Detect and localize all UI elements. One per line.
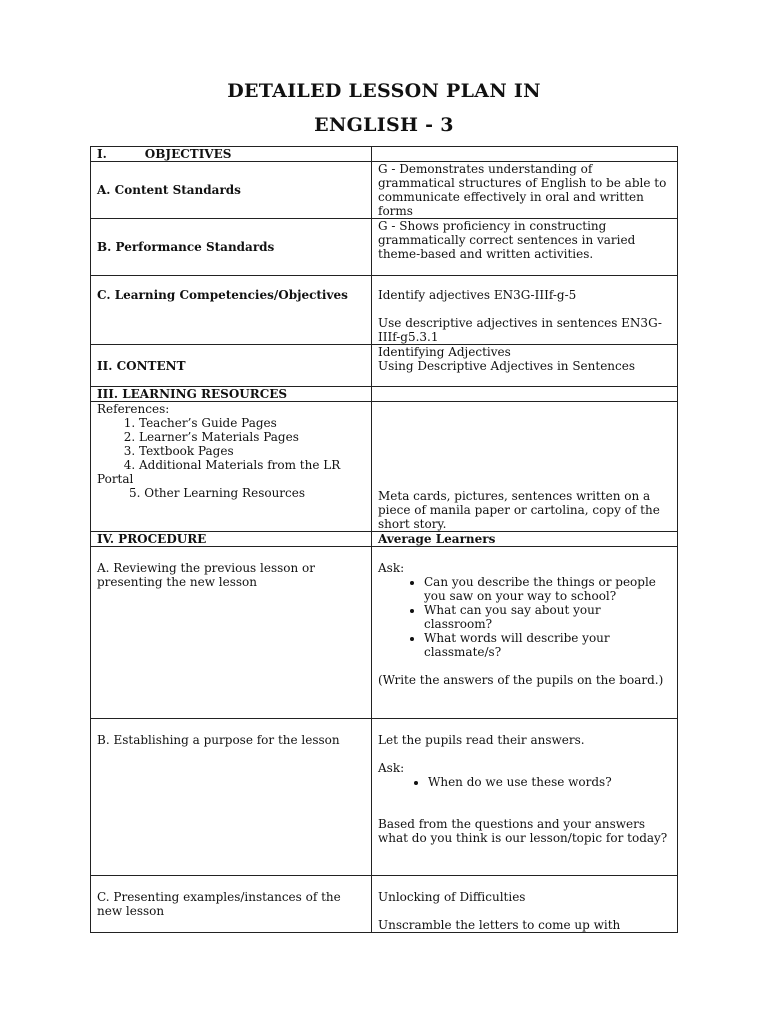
list-item: 4. Additional Materials from the LR [139,458,365,472]
section-label: OBJECTIVES [144,147,232,161]
procedure-a-label: A. Reviewing the previous lesson or presenting the new lesson [91,547,372,719]
table-row [91,276,678,345]
content-label: II. CONTENT [91,345,372,387]
content-line: Identifying Adjectives [378,345,511,359]
table-row [91,719,678,876]
content-line: Unscramble the letters to come up with [378,918,621,932]
section-number: I. [97,147,107,161]
objectives-heading [91,147,372,162]
table-row [91,532,678,547]
content-standards-label: A. Content Standards [91,162,372,219]
procedure-label: IV. PROCEDURE [91,532,372,547]
content-text [372,345,678,387]
document-subtitle: ENGLISH - 3 [314,114,454,136]
ask-label: Ask: [378,761,405,775]
procedure-b-label: B. Establishing a purpose for the lesson [91,719,372,876]
list-item: • When do we use these words? [428,775,671,789]
list-item: 1. Teacher’s Guide Pages [139,416,365,430]
lesson-plan-table [90,146,678,933]
competencies-label: C. Learning Competencies/Objectives [91,276,372,345]
content-standards-text: G - Demonstrates understanding of grammatical structures of English to be able to communicate effectively in oral and written forms [372,162,678,219]
references-label: References: [97,402,170,416]
intro-text: Let the pupils read their answers. [378,733,585,747]
ask-label: Ask: [378,561,405,575]
other-resources-label: 5. Other Learning Resources [129,486,306,500]
document-title: DETAILED LESSON PLAN IN [227,80,541,102]
portal-text: Portal [97,472,134,486]
procedure-a-content [372,547,678,719]
empty-cell [372,147,678,162]
table-row [91,162,678,219]
list-item: • What can you say about your classroom? [424,603,671,631]
competency-item: Use descriptive adjectives in sentences EN3G-IIIf-g5.3.1 [378,316,662,344]
list-item: 3. Textbook Pages [139,444,365,458]
content-line: Unlocking of Difficulties [378,890,526,904]
column-label: Average Learners [372,532,678,547]
table-row [91,387,678,402]
list-item: • Can you describe the things or people you saw on your way to school? [424,575,671,603]
performance-standards-text: G - Shows proficiency in constructing grammatically correct sentences in varied theme-based and written activities. [372,219,678,276]
performance-standards-label: B. Performance Standards [91,219,372,276]
table-row [91,147,678,162]
content-line: Using Descriptive Adjectives in Sentences [378,359,636,373]
resources-label: III. LEARNING RESOURCES [91,387,372,402]
note-text: (Write the answers of the pupils on the board.) [378,673,664,687]
list-item: 2. Learner’s Materials Pages [139,430,365,444]
competencies-text [372,276,678,345]
procedure-c-content [372,876,678,933]
procedure-c-label: C. Presenting examples/instances of the new lesson [91,876,372,933]
competency-item: Identify adjectives EN3G-IIIf-g-5 [378,288,577,302]
procedure-b-content [372,719,678,876]
table-row [91,219,678,276]
table-row [91,876,678,933]
references-list [97,416,365,472]
empty-cell [372,387,678,402]
question-list [378,575,671,659]
table-row [91,345,678,387]
question-list [378,775,671,789]
table-row [91,547,678,719]
list-item: • What words will describe your classmate/s? [424,631,671,659]
other-resources-text: Meta cards, pictures, sentences written on a piece of manila paper or cartolina, copy of the short story. [372,402,678,532]
table-row [91,402,678,532]
references-cell [91,402,372,532]
followup-text: Based from the questions and your answers what do you think is our lesson/topic for today? [378,817,668,845]
